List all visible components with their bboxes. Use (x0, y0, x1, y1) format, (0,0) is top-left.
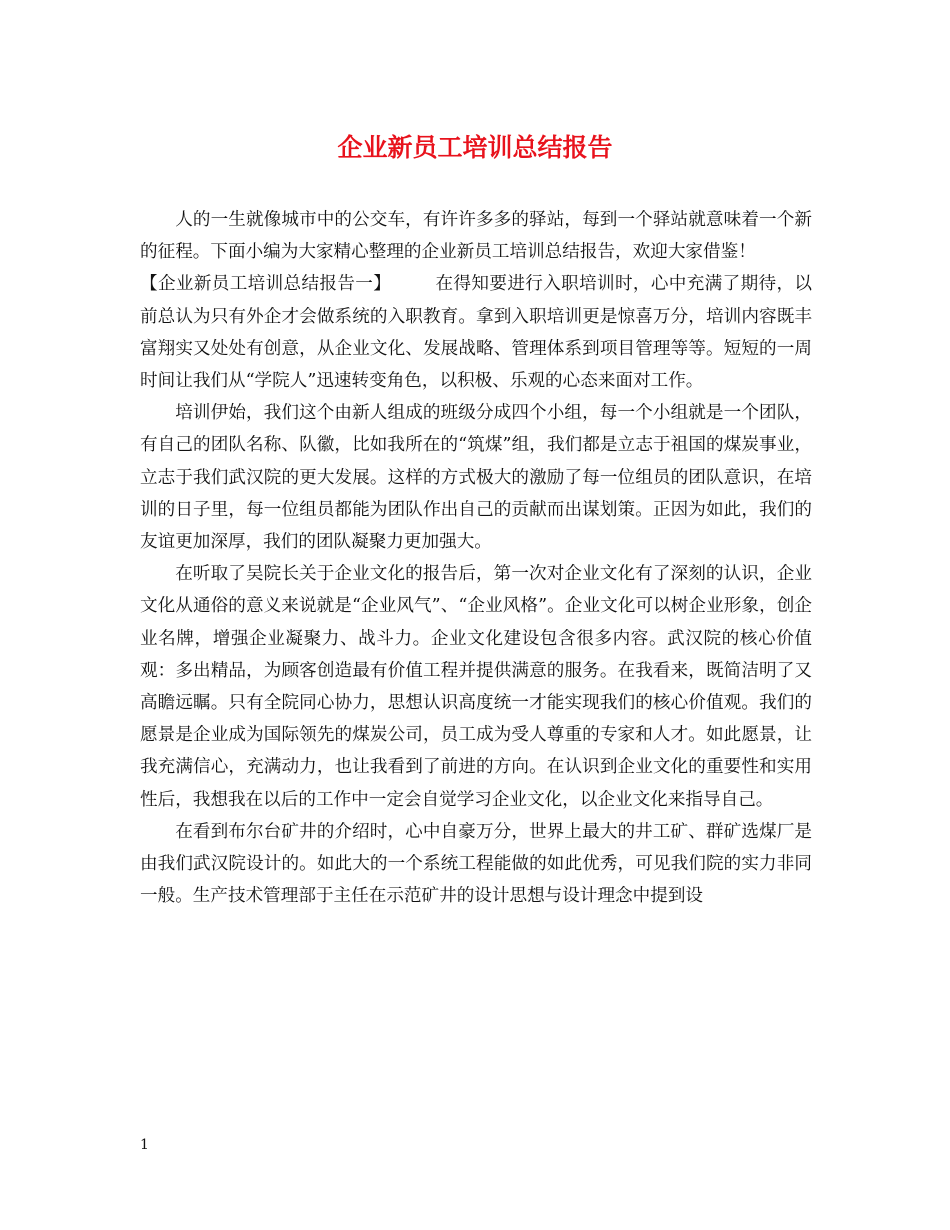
section-heading: 【企业新员工培训总结报告一】 (140, 274, 392, 295)
section-first-paragraph (140, 268, 812, 397)
page-number: 1 (140, 1137, 149, 1153)
document-title: 企业新员工培训总结报告 (337, 133, 613, 162)
body-paragraph-2: 在听取了吴院长关于企业文化的报告后，第一次对企业文化有了深刻的认识，企业文化从通俗的意义来说就是“企业风气”、“企业风格”。企业文化可以树企业形象，创企业名牌，增强企业凝聚力、战斗力。企业文化建设包含很多内容。武汉院的核心价值观：多出精品，为顾客创造最有价值工程并提供满意的服务。在我看来，既简洁明了又高瞻远瞩。只有全院同心协力，思想认识高度统一才能实现我们的核心价值观。我们的愿景是企业成为国际领先的煤炭公司，员工成为受人尊重的专家和人才。如此愿景，让我充满信心，充满动力，也让我看到了前进的方向。在认识到企业文化的重要性和实用性后，我想我在以后的工作中一定会自觉学习企业文化，以企业文化来指导自己。 (140, 564, 812, 810)
intro-paragraph: 人的一生就像城市中的公交车，有许许多多的驿站，每到一个驿站就意味着一个新的征程。下面小编为大家精心整理的企业新员工培训总结报告，欢迎大家借鉴！ (140, 210, 812, 263)
document-body (140, 204, 812, 912)
body-paragraph-1: 培训伊始，我们这个由新人组成的班级分成四个小组，每一个小组就是一个团队，有自己的团队名称、队徽，比如我所在的“筑煤”组，我们都是立志于祖国的煤炭事业，立志于我们武汉院的更大发展。这样的方式极大的激励了每一位组员的团队意识，在培训的日子里，每一位组员都能为团队作出自己的贡献而出谋划策。正因为如此，我们的友谊更加深厚，我们的团队凝聚力更加强大。 (140, 403, 812, 553)
body-paragraph-3: 在看到布尔台矿井的介绍时，心中自豪万分，世界上最大的井工矿、群矿选煤厂是由我们武汉院设计的。如此大的一个系统工程能做的如此优秀，可见我们院的实力非同一般。生产技术管理部于主任在示范矿井的设计思想与设计理念中提到设 (140, 821, 812, 907)
section-first-text: 在得知要进行入职培训时，心中充满了期待，以前总认为只有外企才会做系统的入职教育。拿到入职培训更是惊喜万分，培训内容既丰富翔实又处处有创意，从企业文化、发展战略、管理体系到项目管理等等。短短的一周时间让我们从“学院人”迅速转变角色，以积极、乐观的心态来面对工作。 (140, 274, 812, 392)
